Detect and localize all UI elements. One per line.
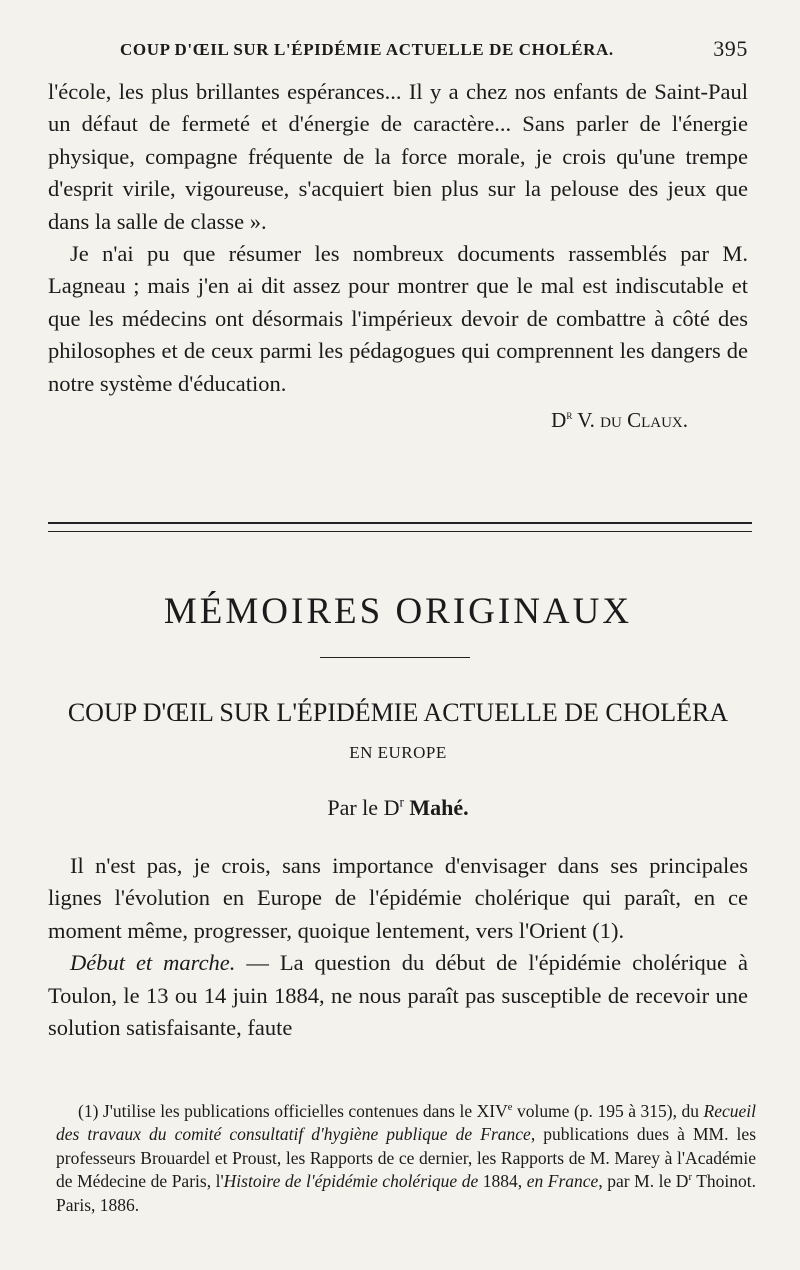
footnote-italic-3: en France [526, 1171, 599, 1192]
title-underline [320, 657, 470, 658]
footnote [56, 1100, 756, 1217]
article-byline [48, 795, 748, 821]
signature-name: V. du Claux. [572, 408, 688, 433]
footnote-part-1: (1) J'utilise les publications officielles contenues dans le XIV [78, 1101, 508, 1121]
signature-sup: r [566, 408, 573, 423]
signature-prefix: D [551, 408, 567, 433]
footnote-part-3: , publications dues à MM. les professeurs Brouardel et Proust, les Rapports de ce dernier, les Rapports de M. Marey à l'Académie de Médecine de Paris, l' [56, 1124, 756, 1192]
page-number: 395 [713, 36, 748, 61]
footnote-part-2: volume (p. 195 à 315), du [512, 1101, 704, 1121]
paragraph-2-text: — La question du début de l'épidémie cholérique à Toulon, le 13 ou 14 juin 1884, ne nous paraît pas susceptible de recevoir une solution satisfaisante, faute [48, 950, 748, 1041]
section-divider-top [48, 522, 752, 524]
prev-paragraph-1: l'école, les plus brillantes espérances... Il y a chez nos enfants de Saint-Paul un défaut de fermeté et d'énergie de caractère... Sans parler de l'énergie physique, compagne fréquente de la force morale, je crois qu'une trempe d'esprit virile, vigoureuse, s'acquiert bien plus sur la pelouse des jeux que dans la salle de classe ». [48, 79, 748, 234]
footnote-part-4: 1884, [478, 1171, 527, 1192]
running-title: COUP D'ŒIL SUR L'ÉPIDÉMIE ACTUELLE DE CHOLÉRA. [120, 40, 614, 59]
article-paragraph-1: Il n'est pas, je crois, sans importance d'envisager dans ses principales lignes l'évolution en Europe de l'épidémie cholérique qui paraît, en ce moment même, progresser, quoique lentement, vers l'Orient (1). [48, 853, 748, 943]
article-subtitle: EN EUROPE [349, 743, 447, 762]
footnote-italic-2: Histoire de l'épidémie cholérique de [223, 1171, 479, 1192]
section-divider-bottom [48, 531, 752, 532]
article-paragraph-2 [48, 947, 748, 1044]
previous-article-text [48, 76, 748, 436]
footnote-sup-2: r [688, 1172, 692, 1184]
footnote-part-6: Thoinot. Paris, 1886. [56, 1171, 756, 1215]
prev-paragraph-2: Je n'ai pu que résumer les nombreux documents rassemblés par M. Lagneau ; mais j'en ai dit assez pour montrer que le mal est indiscutable et que les médecins ont désormais l'impérieux devoir de combattre à côté des philosophes et de ceux parmi les pédagogues qui comprennent les dangers de notre système d'éducation. [48, 241, 748, 396]
footnote-sup-1: e [507, 1102, 513, 1114]
byline-prefix: Par le D [327, 795, 400, 820]
article-title: COUP D'ŒIL SUR L'ÉPIDÉMIE ACTUELLE DE CHOLÉRA [67, 698, 729, 727]
byline-sup: r [399, 794, 404, 810]
footnote-italic-1: Recueil des travaux du comité consultatif d'hygiène publique de France [56, 1101, 756, 1145]
footnote-text [56, 1100, 756, 1217]
byline-name: Mahé. [409, 795, 469, 820]
section-title: MÉMOIRES ORIGINAUX [163, 591, 633, 632]
paragraph-2-lead: Début et marche. [70, 950, 236, 976]
article-text [48, 850, 748, 1044]
author-signature [48, 404, 748, 436]
footnote-part-5: , par M. le D [598, 1171, 689, 1192]
